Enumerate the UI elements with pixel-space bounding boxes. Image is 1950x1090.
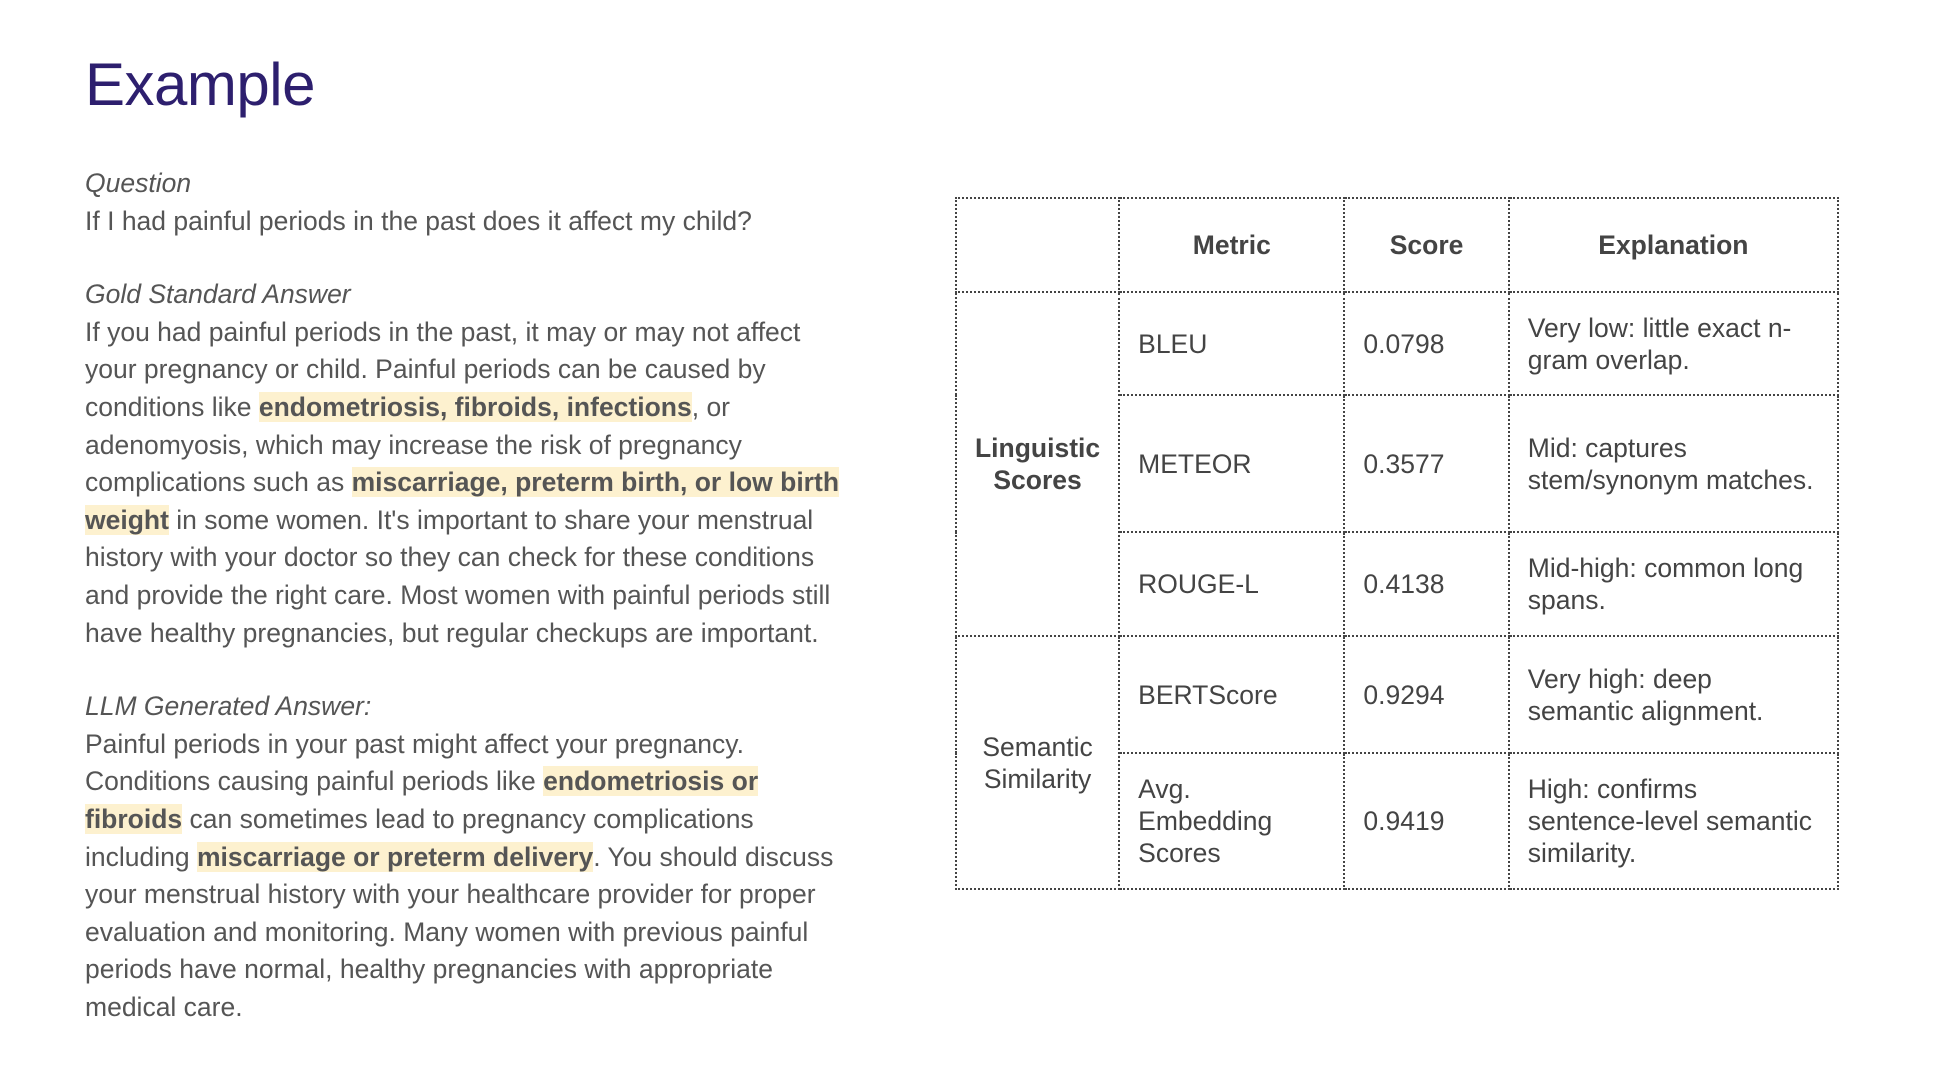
question-text: If I had painful periods in the past does it affect my child? bbox=[85, 205, 752, 236]
section-spacer bbox=[85, 240, 845, 276]
gold-answer-section bbox=[85, 276, 845, 652]
llm-answer-text bbox=[85, 726, 845, 1027]
llm-answer-label: LLM Generated Answer: bbox=[85, 691, 372, 722]
group-linguistic-scores bbox=[956, 292, 1119, 636]
table-header-row bbox=[956, 198, 1838, 292]
metrics-table bbox=[955, 197, 1839, 890]
explanation-cell: High: confirms sentence-level semantic similarity. bbox=[1509, 753, 1838, 889]
group-label-line: Semantic bbox=[982, 731, 1093, 762]
metric-cell: BERTScore bbox=[1119, 636, 1344, 753]
llm-answer-highlight: endometriosis or fibroids bbox=[85, 766, 759, 834]
header-score: Score bbox=[1344, 198, 1508, 292]
llm-answer-text-part: Painful periods in your past might affect your pregnancy. Conditions causing painful periods like bbox=[85, 728, 744, 797]
explanation-cell: Very low: little exact n-gram overlap. bbox=[1509, 292, 1838, 395]
group-semantic-similarity bbox=[956, 636, 1119, 889]
llm-answer-highlight: miscarriage or preterm delivery bbox=[196, 841, 594, 872]
score-cell: 0.0798 bbox=[1344, 292, 1508, 395]
question-label: Question bbox=[85, 168, 192, 198]
metric-cell: ROUGE-L bbox=[1119, 532, 1344, 636]
explanation-cell: Mid-high: common long spans. bbox=[1509, 532, 1838, 636]
qa-panel bbox=[85, 165, 845, 1026]
page-title: Example bbox=[85, 51, 315, 118]
explanation-cell: Very high: deep semantic alignment. bbox=[1509, 636, 1838, 753]
llm-answer-section bbox=[85, 688, 845, 1026]
group-label-line: Linguistic bbox=[975, 433, 1101, 463]
section-spacer bbox=[85, 652, 845, 688]
metric-cell: BLEU bbox=[1119, 292, 1344, 395]
score-cell: 0.3577 bbox=[1344, 395, 1508, 532]
table-row bbox=[956, 636, 1838, 753]
score-cell: 0.9294 bbox=[1344, 636, 1508, 753]
score-cell: 0.9419 bbox=[1344, 753, 1508, 889]
metric-cell: Avg. Embedding Scores bbox=[1119, 753, 1344, 889]
gold-answer-label: Gold Standard Answer bbox=[85, 279, 351, 310]
header-explanation: Explanation bbox=[1509, 198, 1838, 292]
gold-answer-text-part: in some women. It's important to share your menstrual history with your doctor so they can check for these conditions and provide the right care. Most women with painful periods still have healthy pregnancies, but regular checkups are important. bbox=[85, 504, 831, 648]
metrics-table-container bbox=[955, 197, 1839, 890]
group-label-line: Similarity bbox=[983, 763, 1092, 794]
header-metric: Metric bbox=[1119, 198, 1344, 292]
gold-answer-text-part: If you had painful periods in the past, it may or may not affect your pregnancy or child. Painful periods can be caused by conditions like bbox=[85, 316, 801, 422]
gold-answer-text-part: , or adenomyosis, which may increase the risk of pregnancy complications such as bbox=[85, 391, 742, 498]
explanation-cell: Mid: captures stem/synonym matches. bbox=[1509, 395, 1838, 532]
gold-answer-highlight: miscarriage, preterm birth, or low birth weight bbox=[85, 467, 840, 535]
score-cell: 0.4138 bbox=[1344, 532, 1508, 636]
group-label-line: Scores bbox=[993, 465, 1082, 495]
header-group-blank bbox=[956, 198, 1119, 292]
table-row bbox=[956, 292, 1838, 395]
gold-answer-highlight: endometriosis, fibroids, infections bbox=[258, 391, 692, 422]
llm-answer-text-part: can sometimes lead to pregnancy complications including bbox=[85, 803, 754, 872]
llm-answer-text-part: . You should discuss your menstrual history with your healthcare provider for proper evaluation and monitoring. Many women with previous painful periods have normal, healthy pregnancies with appropriate medical care. bbox=[85, 841, 834, 1022]
question-section bbox=[85, 165, 845, 240]
metric-cell: METEOR bbox=[1119, 395, 1344, 532]
gold-answer-text bbox=[85, 314, 845, 652]
